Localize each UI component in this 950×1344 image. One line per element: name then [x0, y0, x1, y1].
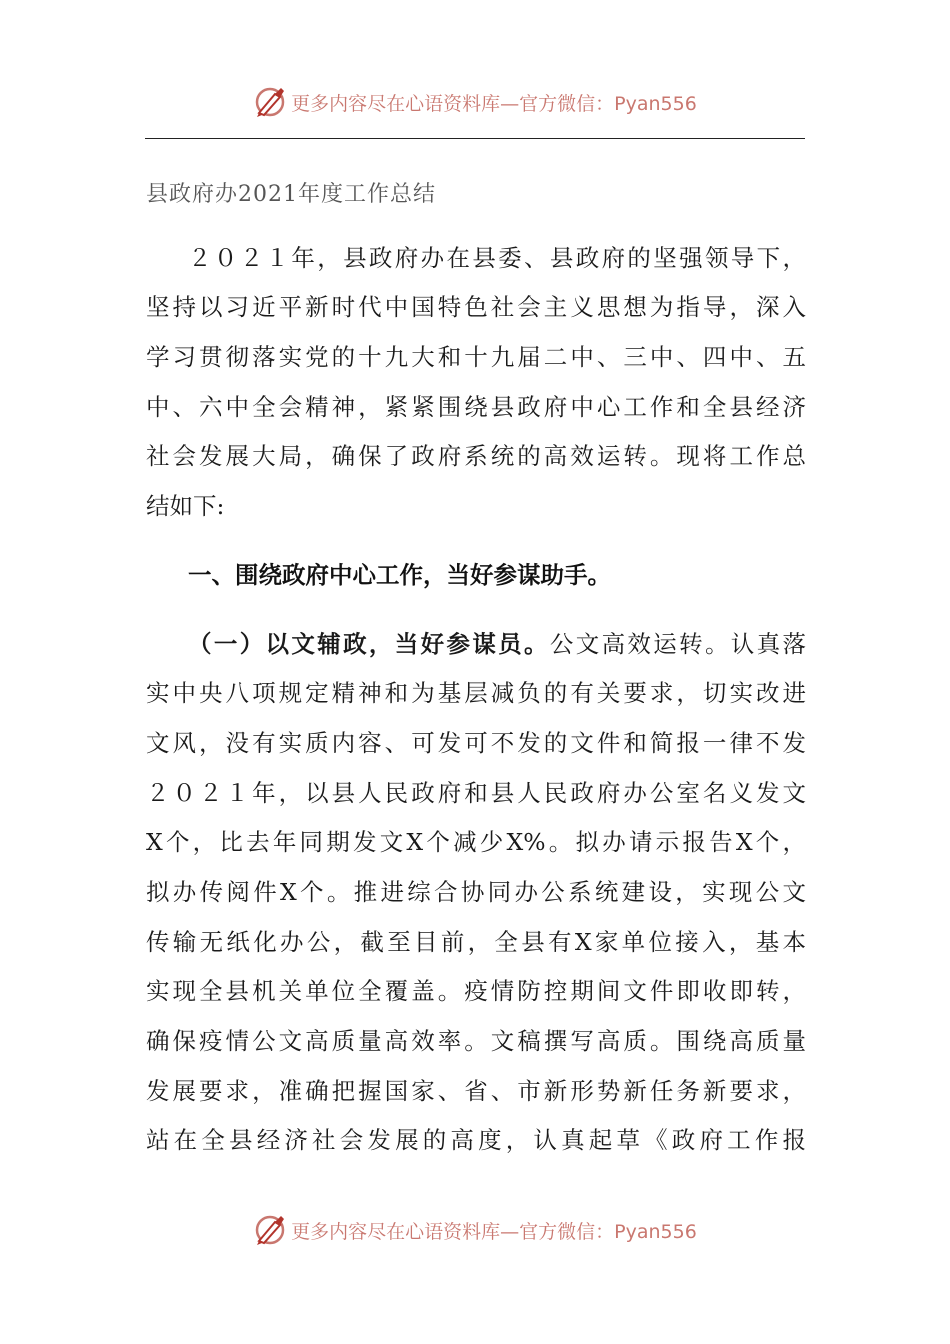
pen-logo-icon: [253, 1213, 287, 1247]
paragraph-line: X个，比去年同期发文X个减少X%。拟办请示报告X个，: [146, 828, 806, 856]
watermark-wechat-id: Pyan556: [614, 92, 697, 115]
paragraph-line: 传输无纸化办公，截至目前，全县有X家单位接入，基本: [146, 928, 806, 956]
paragraph-line: 站在全县经济社会发展的高度，认真起草《政府工作报: [146, 1126, 806, 1154]
paragraph-line: ２０２１年，县政府办在县委、县政府的坚强领导下，: [188, 244, 806, 272]
paragraph-line: 文风，没有实质内容、可发可不发的文件和简报一律不发: [146, 729, 806, 757]
paragraph-line: 确保疫情公文高质量高效率。文稿撰写高质。围绕高质量: [146, 1027, 806, 1055]
document-title: 县政府办2021年度工作总结: [146, 182, 436, 207]
paragraph-line: 结如下:: [146, 492, 225, 520]
paragraph-line: 坚持以习近平新时代中国特色社会主义思想为指导，深入: [146, 293, 806, 321]
paragraph-line: 中、六中全会精神，紧紧围绕县政府中心工作和全县经济: [146, 393, 806, 421]
paragraph-line: 发展要求，准确把握国家、省、市新形势新任务新要求，: [146, 1077, 806, 1105]
paragraph-line: 实现全县机关单位全覆盖。疫情防控期间文件即收即转，: [146, 977, 806, 1005]
paragraph-line: 拟办传阅件X个。推进综合协同办公系统建设，实现公文: [146, 878, 806, 906]
subsection-text: 公文高效运转。认真落: [549, 630, 807, 658]
paragraph-line: 学习贯彻落实党的十九大和十九届二中、三中、四中、五: [146, 343, 806, 371]
watermark-text: 更多内容尽在心语资料库—官方微信：: [291, 92, 615, 115]
subsection-first-line: [146, 626, 806, 662]
header-divider: [145, 138, 805, 139]
watermark-wechat-id: Pyan556: [614, 1220, 697, 1243]
watermark-text: 更多内容尽在心语资料库—官方微信：: [291, 1220, 615, 1243]
pen-logo-icon: [253, 85, 287, 119]
footer-watermark: [0, 1210, 950, 1250]
subsection-heading: （一）以文辅政，当好参谋员。: [188, 630, 550, 658]
paragraph-line: ２０２１年，以县人民政府和县人民政府办公室名义发文: [146, 779, 806, 807]
section-heading: 一、围绕政府中心工作，当好参谋助手。: [188, 561, 611, 589]
paragraph-line: 社会发展大局，确保了政府系统的高效运转。现将工作总: [146, 442, 806, 470]
paragraph-line: 实中央八项规定精神和为基层减负的有关要求，切实改进: [146, 679, 806, 707]
header-watermark: [0, 82, 950, 122]
